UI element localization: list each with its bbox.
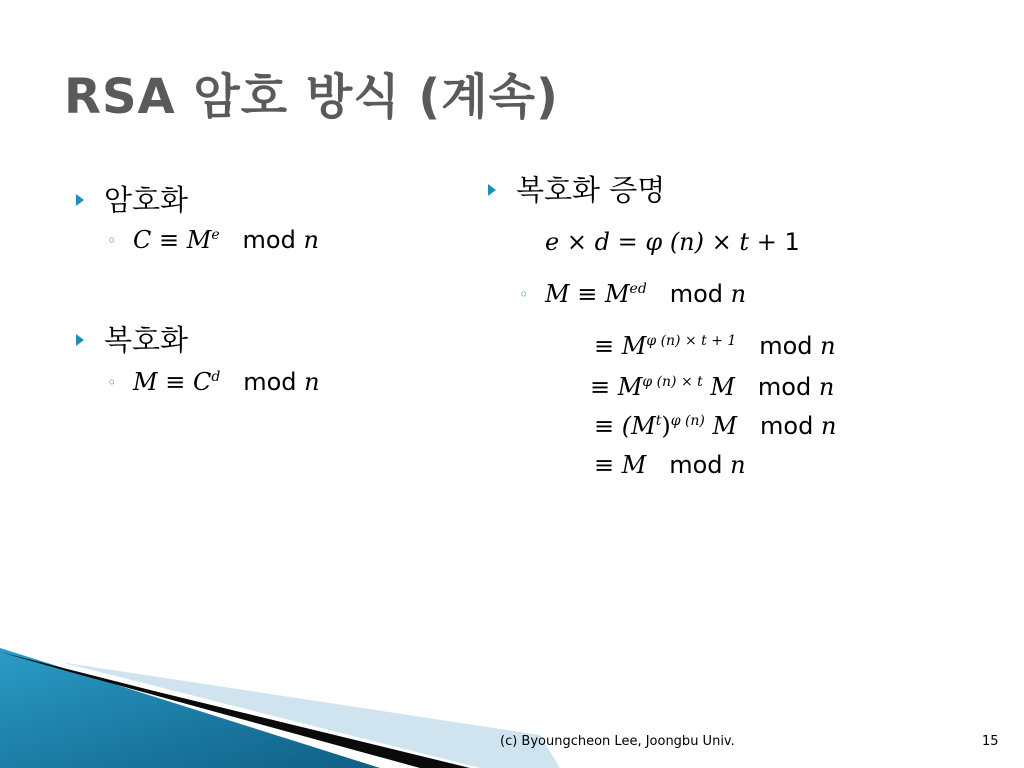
slide-footer: (c) Byoungcheon Lee, Joongbu Univ.	[500, 734, 735, 749]
proof-line-2: ≡ $M^{\varphi (n) \times t + 1}$ mod n	[594, 332, 836, 360]
page-number: 15	[982, 734, 999, 749]
bullet-arrow-icon	[76, 194, 84, 206]
slide-title: RSA 암호 방식 (계속)	[64, 69, 559, 125]
sub-bullet-icon: ◦	[107, 373, 117, 392]
proof-line-4: ≡ $(M^t)^{\varphi (n)}$ M mod n	[594, 412, 837, 440]
bullet-arrow-icon	[488, 184, 496, 196]
ed-relation: e × d = φ (n) × t + 1	[545, 228, 800, 256]
proof-label: 복호화 증명	[516, 173, 666, 207]
decrypt-label: 복호화	[104, 323, 189, 357]
proof-line-3: ≡ $M^{\varphi (n) \times t}$ M mod n	[590, 373, 835, 401]
sub-bullet-icon: ◦	[107, 231, 117, 250]
decrypt-formula: $M \equiv C^d$ mod n	[133, 368, 320, 396]
bullet-arrow-icon	[76, 334, 84, 346]
encrypt-formula: C ≡ Me mod n	[133, 226, 319, 254]
encrypt-label: 암호화	[104, 183, 189, 217]
sub-bullet-icon: ◦	[519, 285, 529, 304]
proof-line-5: ≡ M mod n	[594, 451, 746, 479]
proof-line-1: $M \equiv M^{ed}$ mod n	[545, 280, 747, 308]
